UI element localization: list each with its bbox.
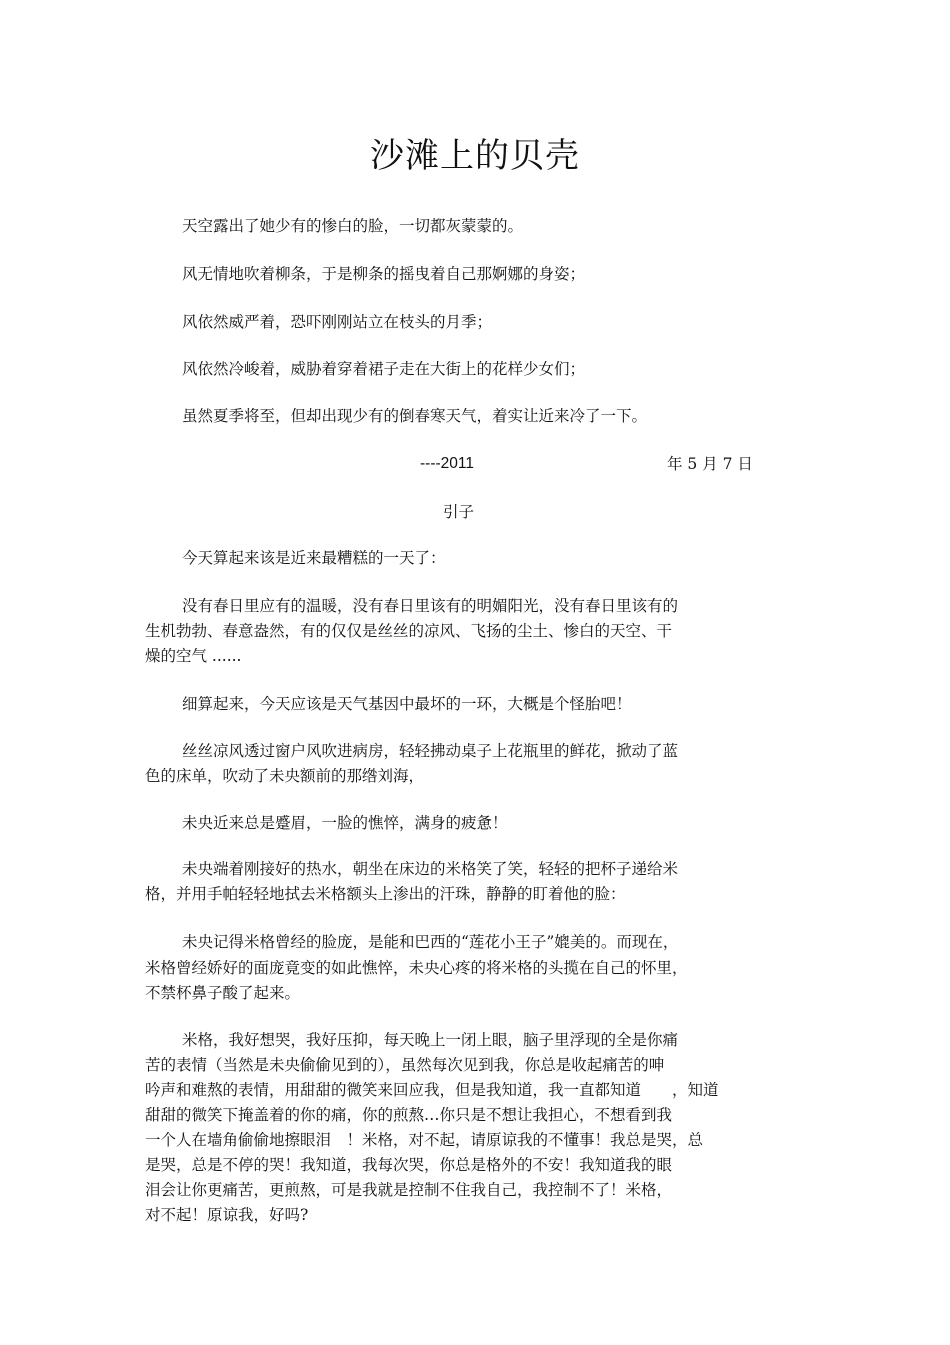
intro-line-4: 风依然冷峻着，威胁着穿着裙子走在大街上的花样少女们； xyxy=(182,360,586,378)
body-line-18: 一个人在墙角偷偷地擦眼泪 ！米格，对不起，请原谅我的不懂事！我总是哭，总 xyxy=(145,1131,704,1149)
body-line-19: 是哭，总是不停的哭！我知道，我每次哭，你总是格外的不安！我知道我的眼 xyxy=(145,1156,673,1174)
date-suffix: 年 5 月 7 日 xyxy=(667,455,753,473)
section-title: 引子 xyxy=(443,503,475,521)
body-line-8: 未央近来总是蹙眉，一脸的憔悴，满身的疲惫！ xyxy=(182,814,508,832)
intro-line-5: 虽然夏季将至，但却出现少有的倒春寒天气，着实让近来冷了一下。 xyxy=(182,407,648,425)
page-title: 沙滩上的贝壳 xyxy=(370,136,580,176)
intro-line-1: 天空露出了她少有的惨白的脸，一切都灰蒙蒙的。 xyxy=(182,217,524,235)
body-line-6: 丝丝凉风透过窗户风吹进病房，轻轻拂动桌子上花瓶里的鲜花，掀动了蓝 xyxy=(182,742,679,760)
body-line-17: 甜甜的微笑下掩盖着的你的痛，你的煎熬…你只是不想让我担心，不想看到我 xyxy=(145,1106,673,1124)
body-line-12: 米格曾经娇好的面庞竟变的如此憔悴，未央心疼的将米格的头揽在自己的怀里， xyxy=(145,959,688,977)
body-line-21: 对不起！原谅我，好吗? xyxy=(145,1206,309,1224)
intro-line-2: 风无情地吹着柳条，于是柳条的摇曳着自己那婀娜的身姿； xyxy=(182,265,586,283)
body-line-15: 苦的表情（当然是未央偷偷见到的），虽然每次见到我，你总是收起痛苦的呻 xyxy=(145,1056,665,1074)
body-line-14: 米格，我好想哭，我好压抑，每天晚上一闭上眼，脑子里浮现的全是你痛 xyxy=(182,1031,679,1049)
body-line-7: 色的床单，吹动了未央额前的那绺刘海， xyxy=(145,767,425,785)
body-line-16: 吟声和难熬的表情，用甜甜的微笑来回应我，但是我知道，我一直都知道 ，知道 xyxy=(145,1081,719,1099)
body-line-13: 不禁杯鼻子酸了起来。 xyxy=(145,984,301,1002)
body-line-1: 今天算起来该是近来最糟糕的一天了： xyxy=(182,549,446,567)
date-prefix: ----2011 xyxy=(420,455,474,472)
intro-line-3: 风依然威严着，恐吓刚刚站立在枝头的月季； xyxy=(182,313,493,331)
body-line-5: 细算起来，今天应该是天气基因中最坏的一环，大概是个怪胎吧！ xyxy=(182,695,632,713)
body-line-20: 泪会让你更痛苦，更煎熬，可是我就是控制不住我自己，我控制不了！米格， xyxy=(145,1181,673,1199)
body-line-2: 没有春日里应有的温暖，没有春日里该有的明媚阳光，没有春日里该有的 xyxy=(182,597,679,615)
body-line-4: 燥的空气 ...... xyxy=(145,647,242,665)
body-line-9: 未央端着刚接好的热水，朝坐在床边的米格笑了笑，轻轻的把杯子递给米 xyxy=(182,860,679,878)
body-line-11: 未央记得米格曾经的脸庞，是能和巴西的“莲花小王子”媲美的。而现在， xyxy=(182,933,679,951)
body-line-3: 生机勃勃、春意盎然，有的仅仅是丝丝的凉风、飞扬的尘土、惨白的天空、干 xyxy=(145,622,673,640)
body-line-10: 格，并用手帕轻轻地拭去米格额头上渗出的汗珠，静静的盯着他的脸： xyxy=(145,885,626,903)
